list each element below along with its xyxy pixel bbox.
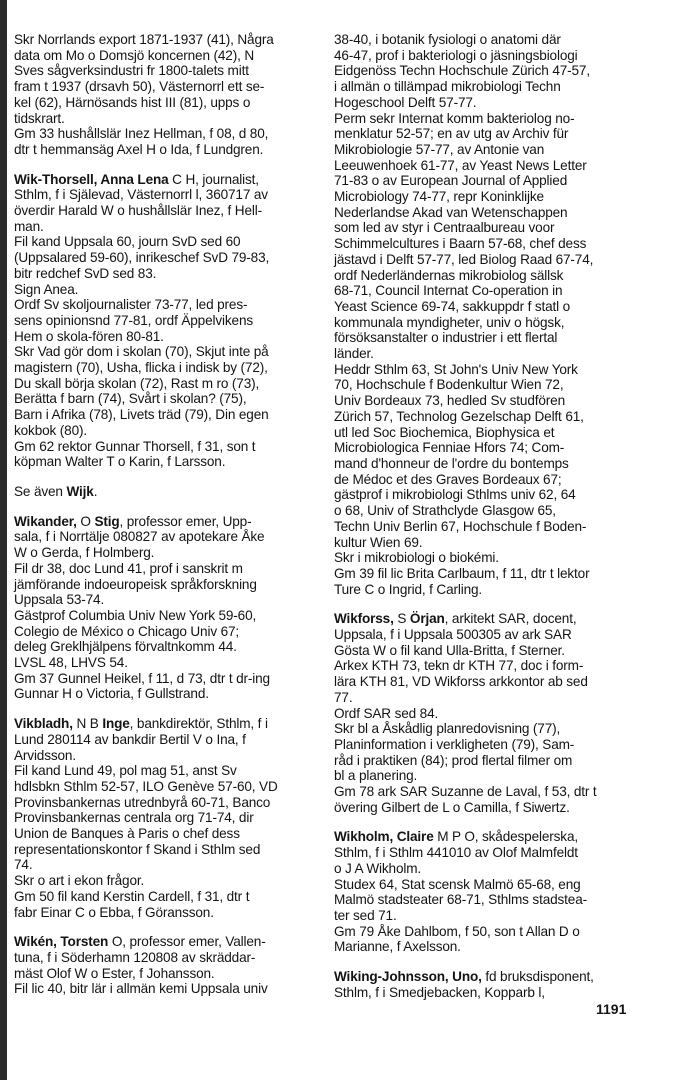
entry-text: (Uppsalared 59-60), inrikeschef SvD 79-83, <box>14 250 270 266</box>
entry-line <box>334 611 640 627</box>
entry-text: 77. <box>334 689 353 705</box>
entry-text: bl a planering. <box>334 768 418 784</box>
entry-line <box>334 126 640 142</box>
entry-text: man. <box>14 218 44 234</box>
entry-text: magistern (70), Usha, flicka i indisk by (72), <box>14 360 268 376</box>
entry-line <box>334 32 640 48</box>
entry-line <box>14 639 310 655</box>
entry-text: lära KTH 81, VD Wikforss arkkontor ab sed <box>334 674 588 690</box>
entry-line <box>334 924 640 940</box>
entry-line <box>14 748 310 764</box>
entry-text: 38-40, i botanik fysiologi o anatomi där <box>334 32 561 47</box>
entry-line <box>334 535 640 551</box>
entry-line <box>14 810 310 826</box>
entry-line <box>334 908 640 924</box>
entry-text: försöksanstalter o industrier i ett flertal <box>334 330 558 346</box>
entry-line <box>14 795 310 811</box>
entry-line <box>14 655 310 671</box>
entry-text: Sthlm, f i Smedjebacken, Kopparb l, <box>334 984 545 1000</box>
entry-line <box>334 690 640 706</box>
entry-line <box>14 282 310 298</box>
entry-text: Uppsala 53-74. <box>14 592 105 608</box>
entry-text: Arkex KTH 73, tekn dr KTH 77, doc i form- <box>334 658 584 674</box>
entry-text: Sthlm, f i Själevad, Västernorrl l, 360717 av <box>14 187 268 203</box>
entry-text: Fil kand Uppsala 60, journ SvD sed 60 <box>14 234 241 250</box>
biography-entry <box>14 484 310 500</box>
entry-text: hdlsbkn Sthlm 52-57, ILO Genève 57-60, VD <box>14 778 278 794</box>
entry-line <box>14 48 310 64</box>
entry-line <box>14 142 310 158</box>
entry-name: Örjan <box>409 611 445 627</box>
entry-text: jästavd i Delft 57-77, led Biolog Raad 67-74, <box>334 251 594 267</box>
entry-text: kommunala myndigheter, univ o högsk, <box>334 314 565 330</box>
entry-text: S <box>393 611 410 627</box>
entry-text: Perm sekr Internat komm bakteriolog no- <box>334 110 575 126</box>
entry-text: sens opinionsnd 77-81, ordf Äppelvikens <box>14 312 253 328</box>
entry-text: fram t 1937 (drsavh 50), Västernorrl ett se- <box>14 79 265 95</box>
entry-text: M P O, skådespelerska, <box>433 829 578 845</box>
entry-name: Wijk <box>66 483 94 499</box>
right-column <box>334 32 640 1014</box>
entry-text: N B <box>72 716 103 732</box>
entry-line <box>334 472 640 488</box>
entry-line <box>14 732 310 748</box>
entry-text: Ture C o Ingrid, f Carling. <box>334 581 483 597</box>
scan-edge <box>0 0 7 1080</box>
entry-line <box>14 484 310 500</box>
entry-text: mand d'honneur de l'ordre du bontemps <box>334 455 569 471</box>
entry-text: 71-83 o av European Journal of Applied <box>334 173 568 189</box>
entry-line <box>14 577 310 593</box>
entry-line <box>14 671 310 687</box>
entry-text: Berätta f barn (74), Svårt i skolan? (75), <box>14 391 247 407</box>
entry-line <box>334 95 640 111</box>
entry-line <box>334 173 640 189</box>
left-column <box>14 32 310 1011</box>
entry-line <box>14 950 310 966</box>
entry-line <box>14 686 310 702</box>
entry-line <box>14 981 310 997</box>
entry-line <box>14 454 310 470</box>
entry-text: tuna, f i Söderhamn 120808 av skräddar- <box>14 949 256 965</box>
entry-text: , professor emer, Upp- <box>119 513 252 529</box>
entry-text: Gm 37 Gunnel Heikel, f 11, d 73, dtr t dr-ing <box>14 670 270 686</box>
entry-line <box>14 514 310 530</box>
entry-line <box>14 266 310 282</box>
entry-line <box>334 393 640 409</box>
entry-text: Leeuwenhoek 61-77, av Yeast News Letter <box>334 157 587 173</box>
entry-text: Eidgenöss Techn Hochschule Zürich 47-57, <box>334 63 590 79</box>
entry-line <box>14 592 310 608</box>
entry-text: Fil kand Lund 49, pol mag 51, anst Sv <box>14 763 237 779</box>
entry-text: , arkitekt SAR, docent, <box>444 611 577 627</box>
entry-text: ter sed 71. <box>334 907 397 923</box>
biography-entry <box>334 611 640 815</box>
entry-line <box>334 753 640 769</box>
entry-text: fabr Einar C o Ebba, f Göransson. <box>14 904 214 920</box>
entry-line <box>334 252 640 268</box>
entry-line <box>334 487 640 503</box>
entry-line <box>334 330 640 346</box>
entry-text: 68-71, Council Internat Co-operation in <box>334 283 563 299</box>
entry-text: mäst Olof W o Ester, f Johansson. <box>14 965 215 981</box>
entry-text: W o Gerda, f Holmberg. <box>14 545 155 561</box>
entry-line <box>14 234 310 250</box>
entry-text: Barn i Afrika (78), Livets träd (79), Din egen <box>14 407 269 423</box>
entry-line <box>14 313 310 329</box>
entry-text: Heddr Sthlm 63, St John's Univ New York <box>334 361 578 377</box>
entry-line <box>14 561 310 577</box>
entry-text: Lund 280114 av bankdir Bertil V o Ina, f <box>14 731 246 747</box>
entry-line <box>334 582 640 598</box>
entry-line <box>334 111 640 127</box>
entry-text: Gm 33 hushållslär Inez Hellman, f 08, d 80, <box>14 126 269 142</box>
entry-line <box>334 456 640 472</box>
biography-entry <box>14 934 310 997</box>
entry-text: överdir Harald W o hushållslär Inez, f Hell- <box>14 203 262 219</box>
entry-line <box>334 566 640 582</box>
entry-text: LVSL 48, LHVS 54. <box>14 655 128 671</box>
biography-entry <box>14 716 310 920</box>
entry-text: 46-47, prof i bakteriologi o jäsningsbiologi <box>334 47 578 63</box>
entry-line <box>334 236 640 252</box>
entry-text: Schimmelcultures i Baarn 57-68, chef dess <box>334 236 587 252</box>
entry-text: menklatur 52-57; en av utg av Archiv für <box>334 126 569 142</box>
entry-line <box>14 779 310 795</box>
page-number: 1191 <box>596 1001 627 1017</box>
entry-text: övering Gilbert de L o Camilla, f Siwertz. <box>334 799 570 815</box>
entry-line <box>334 268 640 284</box>
entry-line <box>334 205 640 221</box>
entry-text: Gm 39 fil lic Brita Carlbaum, f 11, dtr t lektor <box>334 565 590 581</box>
entry-line <box>14 344 310 360</box>
entry-line <box>334 158 640 174</box>
entry-line <box>334 142 640 158</box>
entry-text: gästprof i mikrobiologi Sthlms univ 62, 64 <box>334 487 576 503</box>
entry-text: Ordf SAR sed 84. <box>334 705 439 721</box>
entry-text: Marianne, f Axelsson. <box>334 939 461 955</box>
entry-text: Gästprof Columbia Univ New York 59-60, <box>14 607 257 623</box>
entry-line <box>334 985 640 1001</box>
entry-text: Microbiology 74-77, repr Koninklijke <box>334 189 544 205</box>
entry-line <box>14 407 310 423</box>
entry-line <box>334 63 640 79</box>
entry-text: kokbok (80). <box>14 422 87 438</box>
entry-line <box>14 608 310 624</box>
entry-line <box>14 529 310 545</box>
entry-text: Sthlm, f i Sthlm 441010 av Olof Malmfeldt <box>334 845 578 861</box>
entry-line <box>14 79 310 95</box>
entry-text: C H, journalist, <box>168 171 259 187</box>
entry-text: sala, f i Norrtälje 080827 av apotekare Åke <box>14 529 265 545</box>
entry-text: tidskrart. <box>14 110 65 126</box>
entry-line <box>334 315 640 331</box>
entry-text: O <box>76 513 95 529</box>
entry-line <box>14 360 310 376</box>
entry-name: Wikén, Torsten <box>14 934 109 950</box>
entry-text: Microbiologica Fenniae Hfors 74; Com- <box>334 440 565 456</box>
biography-entry <box>14 172 310 470</box>
entry-text: . <box>93 483 98 499</box>
entry-text: kultur Wien 69. <box>334 534 423 550</box>
entry-line <box>334 283 640 299</box>
entry-text: o 68, Univ of Strathclyde Glasgow 65, <box>334 503 556 519</box>
entry-text: Mikrobiologie 57-77, av Antonie van <box>334 141 545 157</box>
entry-text: Skr bl a Åskådlig planredovisning (77), <box>334 721 561 737</box>
entry-text: Du skall börja skolan (72), Rast m ro (73), <box>14 375 260 391</box>
entry-text: Sign Anea. <box>14 281 79 297</box>
entry-line <box>334 440 640 456</box>
entry-line <box>14 934 310 950</box>
entry-text: o J A Wikholm. <box>334 860 422 876</box>
entry-line <box>14 439 310 455</box>
biography-entry <box>14 514 310 702</box>
entry-line <box>334 550 640 566</box>
entry-line <box>14 376 310 392</box>
entry-text: Malmö stadsteater 68-71, Sthlms stadstea- <box>334 892 588 908</box>
entry-line <box>334 877 640 893</box>
entry-text: 74. <box>14 857 33 873</box>
entry-line <box>334 503 640 519</box>
entry-text: Techn Univ Berlin 67, Hochschule f Boden- <box>334 518 587 534</box>
entry-text: Skr o art i ekon frågor. <box>14 873 145 889</box>
entry-text: Provinsbankernas centrala org 71-74, dir <box>14 810 254 826</box>
entry-text: Fil dr 38, doc Lund 41, prof i sanskrit m <box>14 560 243 576</box>
entry-line <box>334 627 640 643</box>
entry-line <box>14 111 310 127</box>
entry-line <box>14 716 310 732</box>
entry-line <box>14 966 310 982</box>
entry-text: Hogeschool Delft 57-77. <box>334 94 477 110</box>
entry-text: Provinsbankernas utrednbyrå 60-71, Banco <box>14 794 271 810</box>
entry-line <box>14 826 310 842</box>
entry-text: ordf Nederländernas mikrobiolog sällsk <box>334 267 564 283</box>
entry-name: Wikforss, <box>334 611 394 627</box>
entry-line <box>334 674 640 690</box>
entry-name: Stig <box>94 513 120 529</box>
entry-text: Gunnar H o Victoria, f Gullstrand. <box>14 686 209 702</box>
entry-line <box>334 643 640 659</box>
entry-line <box>334 768 640 784</box>
entry-text: Nederlandse Akad van Wetenschappen <box>334 204 568 220</box>
entry-text: Gm 78 ark SAR Suzanne de Laval, f 53, dtr t <box>334 784 597 800</box>
entry-line <box>334 737 640 753</box>
entry-line <box>14 423 310 439</box>
entry-text: Skr Norrlands export 1871-1937 (41), Några <box>14 32 274 47</box>
entry-line <box>14 297 310 313</box>
entry-line <box>334 409 640 425</box>
entry-name: Vikbladh, <box>14 716 73 732</box>
entry-line <box>334 721 640 737</box>
entry-text: de Médoc et des Graves Bordeaux 67; <box>334 471 562 487</box>
entry-line <box>14 624 310 640</box>
entry-line <box>334 362 640 378</box>
entry-line <box>14 63 310 79</box>
entry-line <box>334 939 640 955</box>
entry-line <box>14 763 310 779</box>
entry-text: O, professor emer, Vallen- <box>108 934 266 950</box>
entry-text: Skr i mikrobiologi o biokémi. <box>334 550 499 566</box>
entry-text: Zürich 57, Technolog Gezelschap Delft 61, <box>334 408 584 424</box>
entry-line <box>334 969 640 985</box>
biography-entry <box>334 32 640 597</box>
biography-entry <box>334 969 640 1000</box>
entry-text: som led av styr i Centraalbureau voor <box>334 220 555 236</box>
entry-line <box>334 861 640 877</box>
entry-line <box>334 79 640 95</box>
entry-text: Skr Vad gör dom i skolan (70), Skjut inte på <box>14 344 269 360</box>
entry-text: råd i praktiken (84); prod flertal filmer om <box>334 752 573 768</box>
entry-line <box>14 873 310 889</box>
entry-line <box>334 48 640 64</box>
entry-text: Univ Bordeaux 73, hedled Sv studfören <box>334 393 565 409</box>
entry-line <box>334 706 640 722</box>
entry-line <box>14 219 310 235</box>
entry-text: Sves sågverksindustri fr 1800-talets mitt <box>14 63 249 79</box>
entry-text: 70, Hochschule f Bodenkultur Wien 72, <box>334 377 564 393</box>
entry-line <box>14 250 310 266</box>
entry-line <box>14 905 310 921</box>
entry-text: jämförande indoeuropeisk språkforskning <box>14 576 257 592</box>
entry-text: dtr t hemmansäg Axel H o Ida, f Lundgren. <box>14 141 264 157</box>
entry-line <box>14 126 310 142</box>
entry-text: Union de Banques à Paris o chef dess <box>14 826 240 842</box>
entry-text: Colegio de México o Chicago Univ 67; <box>14 623 240 639</box>
entry-text: Gm 50 fil kand Kerstin Cardell, f 31, dtr t <box>14 888 250 904</box>
entry-line <box>14 857 310 873</box>
entry-text: Se även <box>14 483 67 499</box>
entry-line <box>14 203 310 219</box>
entry-line <box>334 829 640 845</box>
entry-line <box>334 220 640 236</box>
biography-entry <box>334 829 640 955</box>
entry-text: Gm 62 rektor Gunnar Thorsell, f 31, son t <box>14 438 256 454</box>
entry-text: Gösta W o fil kand Ulla-Britta, f Sterner. <box>334 642 565 658</box>
entry-line <box>14 32 310 48</box>
entry-name: Wiking-Johnsson, Uno, <box>334 969 482 985</box>
entry-text: , bankdirektör, Sthlm, f i <box>129 716 268 732</box>
entry-line <box>14 889 310 905</box>
entry-name: Inge <box>102 716 130 732</box>
entry-text: utl led Soc Biochemica, Biophysica et <box>334 424 555 440</box>
entry-name: Wikander, <box>14 513 77 529</box>
entry-text: Uppsala, f i Uppsala 500305 av ark SAR <box>334 627 572 643</box>
entry-line <box>14 391 310 407</box>
biography-entry <box>14 32 310 158</box>
entry-line <box>14 842 310 858</box>
entry-name: Wik-Thorsell, Anna Lena <box>14 171 169 187</box>
entry-line <box>14 172 310 188</box>
entry-text: bitr redchef SvD sed 83. <box>14 265 157 281</box>
entry-line <box>334 346 640 362</box>
entry-line <box>334 845 640 861</box>
entry-line <box>14 95 310 111</box>
entry-line <box>14 329 310 345</box>
entry-line <box>334 892 640 908</box>
entry-text: deleg Greklhjälpens förvaltnkomm 44. <box>14 639 237 655</box>
entry-text: fd bruksdisponent, <box>481 969 594 985</box>
entry-text: data om Mo o Domsjö koncernen (42), N <box>14 47 255 63</box>
entry-text: Planinformation i verkligheten (79), Sam- <box>334 736 575 752</box>
entry-line <box>334 377 640 393</box>
entry-line <box>334 299 640 315</box>
entry-text: Fil lic 40, bitr lär i allmän kemi Uppsala univ <box>14 981 268 997</box>
entry-text: köpman Walter T o Karin, f Larsson. <box>14 454 226 470</box>
entry-text: Ordf Sv skoljournalister 73-77, led pres- <box>14 297 248 313</box>
entry-text: Yeast Science 69-74, sakkuppdr f statl o <box>334 298 571 314</box>
entry-text: Studex 64, Stat scensk Malmö 65-68, eng <box>334 876 581 892</box>
entry-line <box>334 189 640 205</box>
entry-line <box>334 800 640 816</box>
entry-text: Hem o skola-fören 80-81. <box>14 328 164 344</box>
entry-text: representationskontor f Skand i Sthlm sed <box>14 841 261 857</box>
entry-line <box>14 187 310 203</box>
entry-line <box>334 425 640 441</box>
entry-line <box>334 658 640 674</box>
entry-line <box>334 784 640 800</box>
entry-text: Arvidsson. <box>14 747 76 763</box>
entry-line <box>14 545 310 561</box>
entry-text: Gm 79 Åke Dahlbom, f 50, son t Allan D o <box>334 923 580 939</box>
entry-name: Wikholm, Claire <box>334 829 434 845</box>
entry-text: kel (62), Härnösands hist III (81), upps o <box>14 94 251 110</box>
entry-line <box>334 519 640 535</box>
entry-text: länder. <box>334 346 374 362</box>
entry-text: i allmän o tillämpad mikrobiologi Techn <box>334 79 561 95</box>
